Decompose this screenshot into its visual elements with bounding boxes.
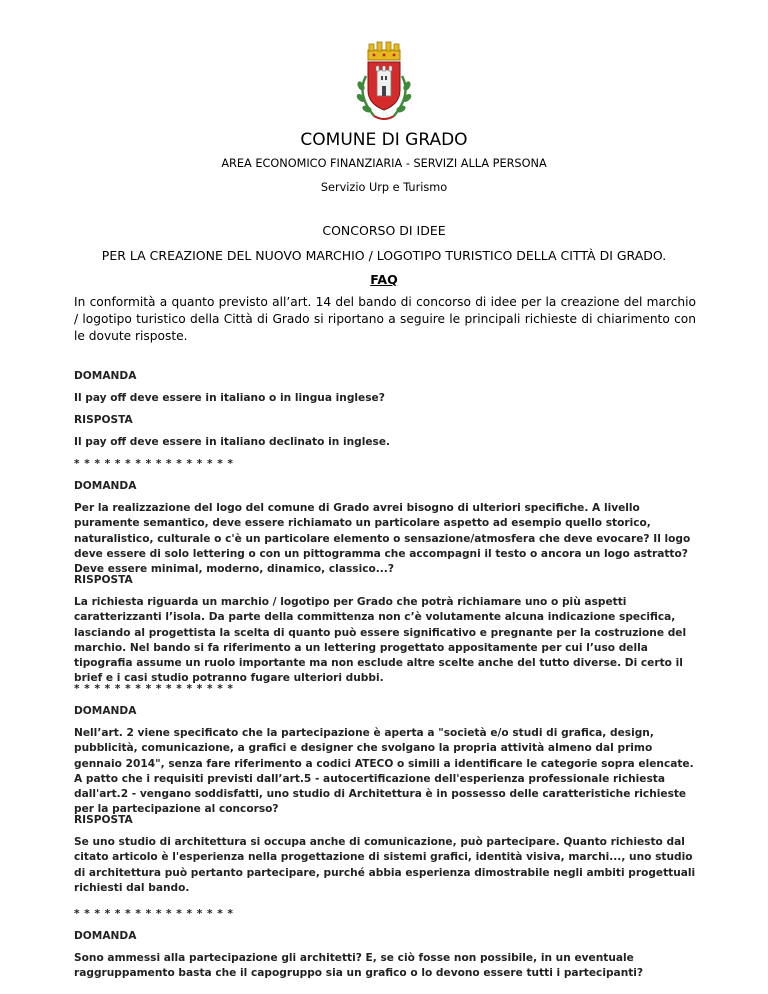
contest-title: CONCORSO DI IDEE	[322, 223, 446, 238]
answer-text: Se uno studio di architettura si occupa anche di comunicazione, può partecipare. Quanto richiesto dal citato articolo è l'esperienza nella progettazione di sistemi grafici, identità visiva, marchi..., uno studio di architettura può pertanto partecipare, purché abbia esperienza dimostrabile negli ambiti progettuali richiesti dal bando.	[74, 836, 696, 894]
answer-label: RISPOSTA	[74, 574, 133, 586]
intro-paragraph: In conformità a quanto previsto all’art. 14 del bando di concorso di idee per la creazione del marchio / logotipo turistico della Città di Grado si riportano a seguire le principali richieste di chiarimento con le dovute risposte.	[74, 295, 696, 343]
question-label: DOMANDA	[74, 930, 137, 942]
question-text: Per la realizzazione del logo del comune di Grado avrei bisogno di ulteriori specifiche. A livello puramente semantico, deve essere richiamato un particolare aspetto ad esempio quello storico, naturalistico, culturale o c'è un particolare elemento o sensazione/atmosfera che deve evocare? Il logo deve essere di solo lettering o con un pittogramma che accompagni il testo o ancora un logo astratto? Deve essere minimal, moderno, dinamico, classico...?	[74, 502, 691, 576]
faq-heading: FAQ	[370, 272, 398, 287]
separator: * * * * * * * * * * * * * * * *	[74, 458, 234, 470]
answer-text: Il pay off deve essere in italiano declinato in inglese.	[74, 436, 391, 448]
contest-subject: PER LA CREAZIONE DEL NUOVO MARCHIO / LOGOTIPO TURISTICO DELLA CITTÀ DI GRADO.	[101, 248, 667, 263]
separator: * * * * * * * * * * * * * * * *	[74, 908, 234, 920]
municipality-title: COMUNE DI GRADO	[300, 130, 468, 150]
question-label: DOMANDA	[74, 370, 137, 382]
answer-label: RISPOSTA	[74, 414, 133, 426]
department-line: AREA ECONOMICO FINANZIARIA - SERVIZI ALLA PERSONA	[221, 157, 547, 170]
question-text: Nell’art. 2 viene specificato che la partecipazione è aperta a "società e/o studi di grafica, design, pubblicità, comunicazione, a grafici e designer che svolgano la propria attività almeno dal primo gennaio 2014", senza fare riferimento a codici ATECO o simili a identificare le categorie sopra elencate. A patto che i requisiti previsti dall’art.5 - autocertificazione dell'esperienza professionale richiesta dall'art.2 - vengano soddisfatti, uno studio di Architettura è in possesso delle caratteristiche richieste per la partecipazione al concorso?	[74, 727, 694, 816]
separator: * * * * * * * * * * * * * * * *	[74, 683, 234, 695]
grado-coat-of-arms-icon	[344, 36, 424, 124]
question-text: Sono ammessi alla partecipazione gli architetti? E, se ciò fosse non possibile, in un eventuale raggruppamento basta che il capogruppo sia un grafico o lo devono essere tutti i partecipanti?	[74, 952, 644, 980]
answer-label: RISPOSTA	[74, 814, 133, 826]
question-label: DOMANDA	[74, 480, 137, 492]
question-label: DOMANDA	[74, 705, 137, 717]
answer-text: La richiesta riguarda un marchio / logotipo per Grado che potrà richiamare uno o più aspetti caratterizzanti l’isola. Da parte della committenza non c’è volutamente alcuna indicazione specifica, lasciando al progettista la scelta di quanto può essere significativo e pregnante per la costruzione del marchio. Nel bando si fa riferimento a un lettering progettato appositamente per cui l’uso della tipografia assume un ruolo importante ma non esclude altre scelte anche del tutto diverse. Di certo il brief e i casi studio potranno fugare ulteriori dubbi.	[74, 596, 687, 685]
question-text: Il pay off deve essere in italiano o in lingua inglese?	[74, 392, 385, 404]
service-line: Servizio Urp e Turismo	[320, 181, 448, 194]
